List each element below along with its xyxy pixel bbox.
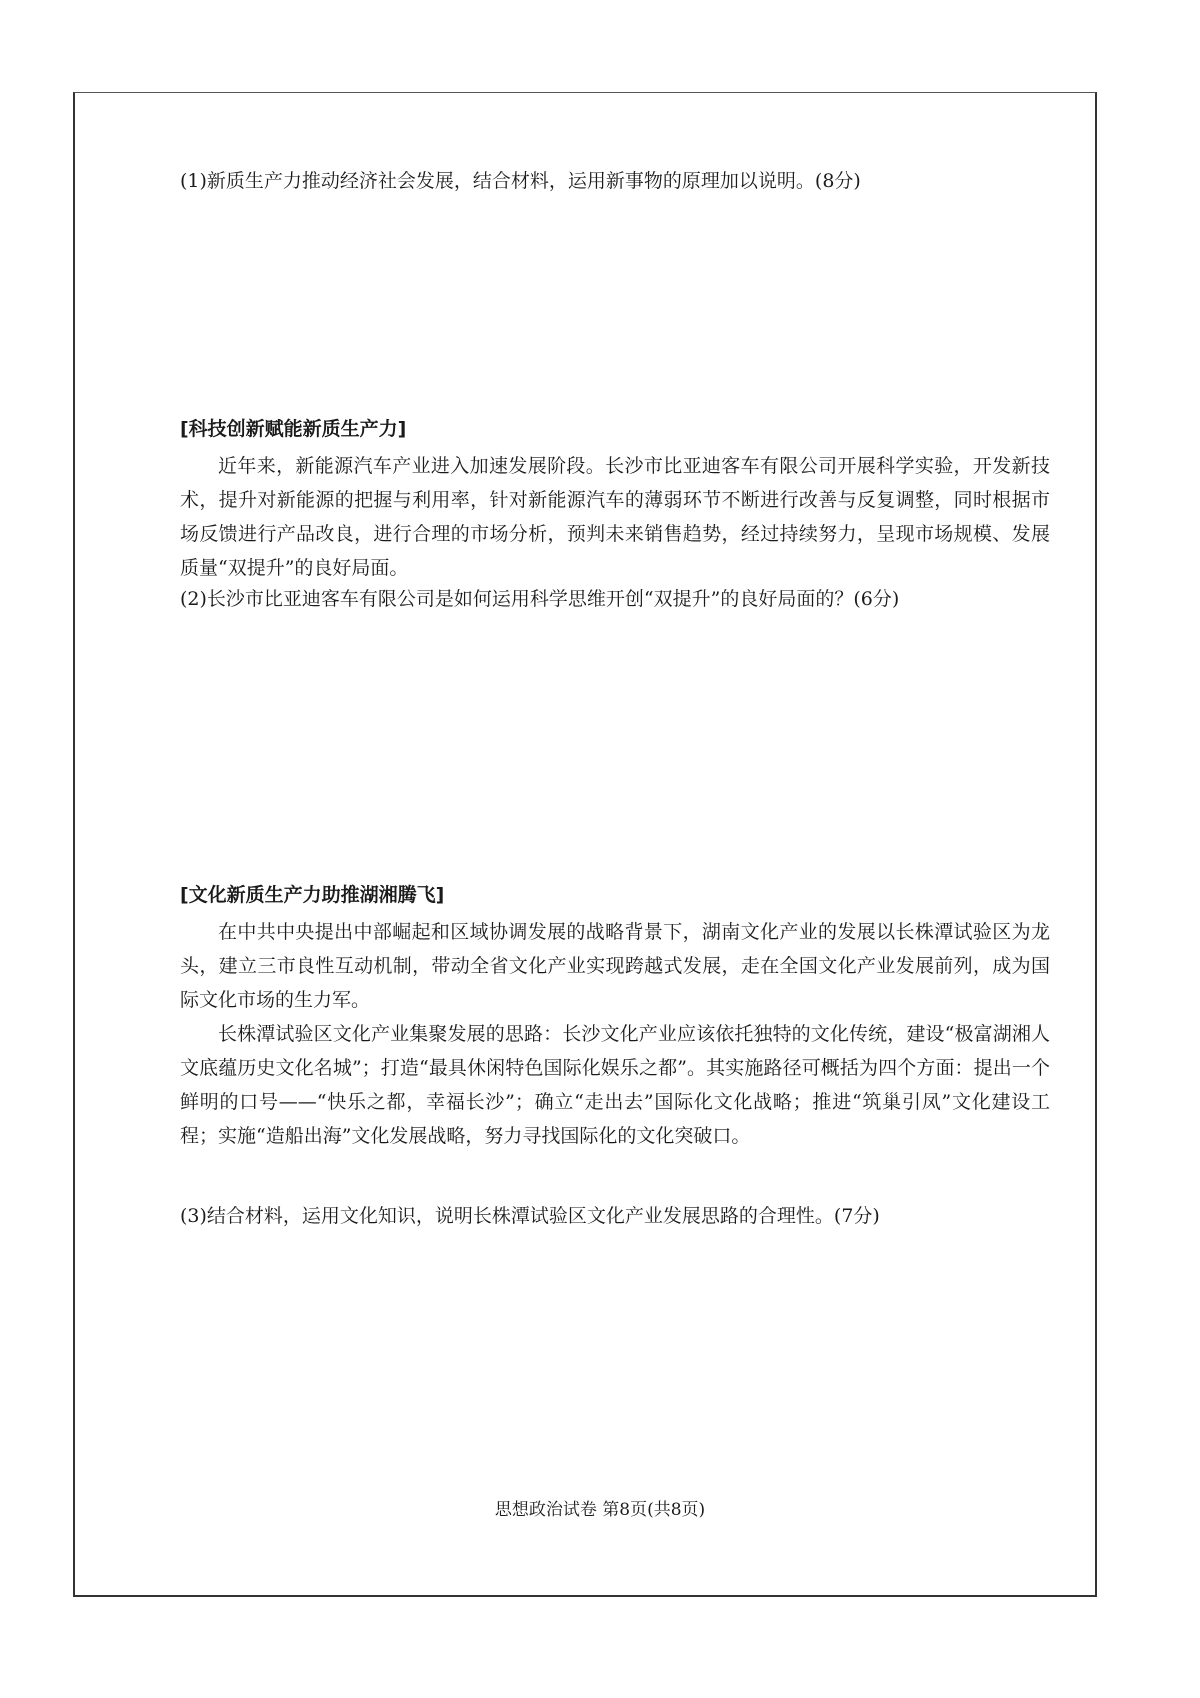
section-3-material (180, 915, 1050, 1153)
section-2-heading: [科技创新赋能新质生产力] (180, 418, 407, 440)
question-1: (1)新质生产力推动经济社会发展，结合材料，运用新事物的原理加以说明。(8分) (180, 170, 861, 192)
section-3-heading: [文化新质生产力助推湖湘腾飞] (180, 884, 445, 906)
section-2-paragraph-1: 近年来，新能源汽车产业进入加速发展阶段。长沙市比亚迪客车有限公司开展科学实验，开发新技术，提升对新能源的把握与利用率，针对新能源汽车的薄弱环节不断进行改善与反复调整，同时根据市场反馈进行产品改良，进行合理的市场分析，预判未来销售趋势，经过持续努力，呈现市场规模、发展质量“双提升”的良好局面。 (180, 455, 1050, 579)
question-2: (2)长沙市比亚迪客车有限公司是如何运用科学思维开创“双提升”的良好局面的？(6分) (180, 588, 900, 610)
section-3-paragraph-2: 长株潭试验区文化产业集聚发展的思路：长沙文化产业应该依托独特的文化传统，建设“极富湖湘人文底蕴历史文化名城”；打造“最具休闲特色国际化娱乐之都”。其实施路径可概括为四个方面：提出一个鲜明的口号——“快乐之都，幸福长沙”；确立“走出去”国际化文化战略；推进“筑巢引凤”文化建设工程；实施“造船出海”文化发展战略，努力寻找国际化的文化突破口。 (180, 1023, 1050, 1147)
page-border-frame (73, 92, 1097, 1597)
question-3: (3)结合材料，运用文化知识，说明长株潭试验区文化产业发展思路的合理性。(7分) (180, 1205, 880, 1227)
page-footer: 思想政治试卷 第8页(共8页) (494, 1500, 706, 1520)
section-2-material (180, 449, 1050, 585)
section-3-paragraph-1: 在中共中央提出中部崛起和区域协调发展的战略背景下，湖南文化产业的发展以长株潭试验区为龙头，建立三市良性互动机制，带动全省文化产业实现跨越式发展，走在全国文化产业发展前列，成为国际文化市场的生力军。 (180, 921, 1050, 1011)
